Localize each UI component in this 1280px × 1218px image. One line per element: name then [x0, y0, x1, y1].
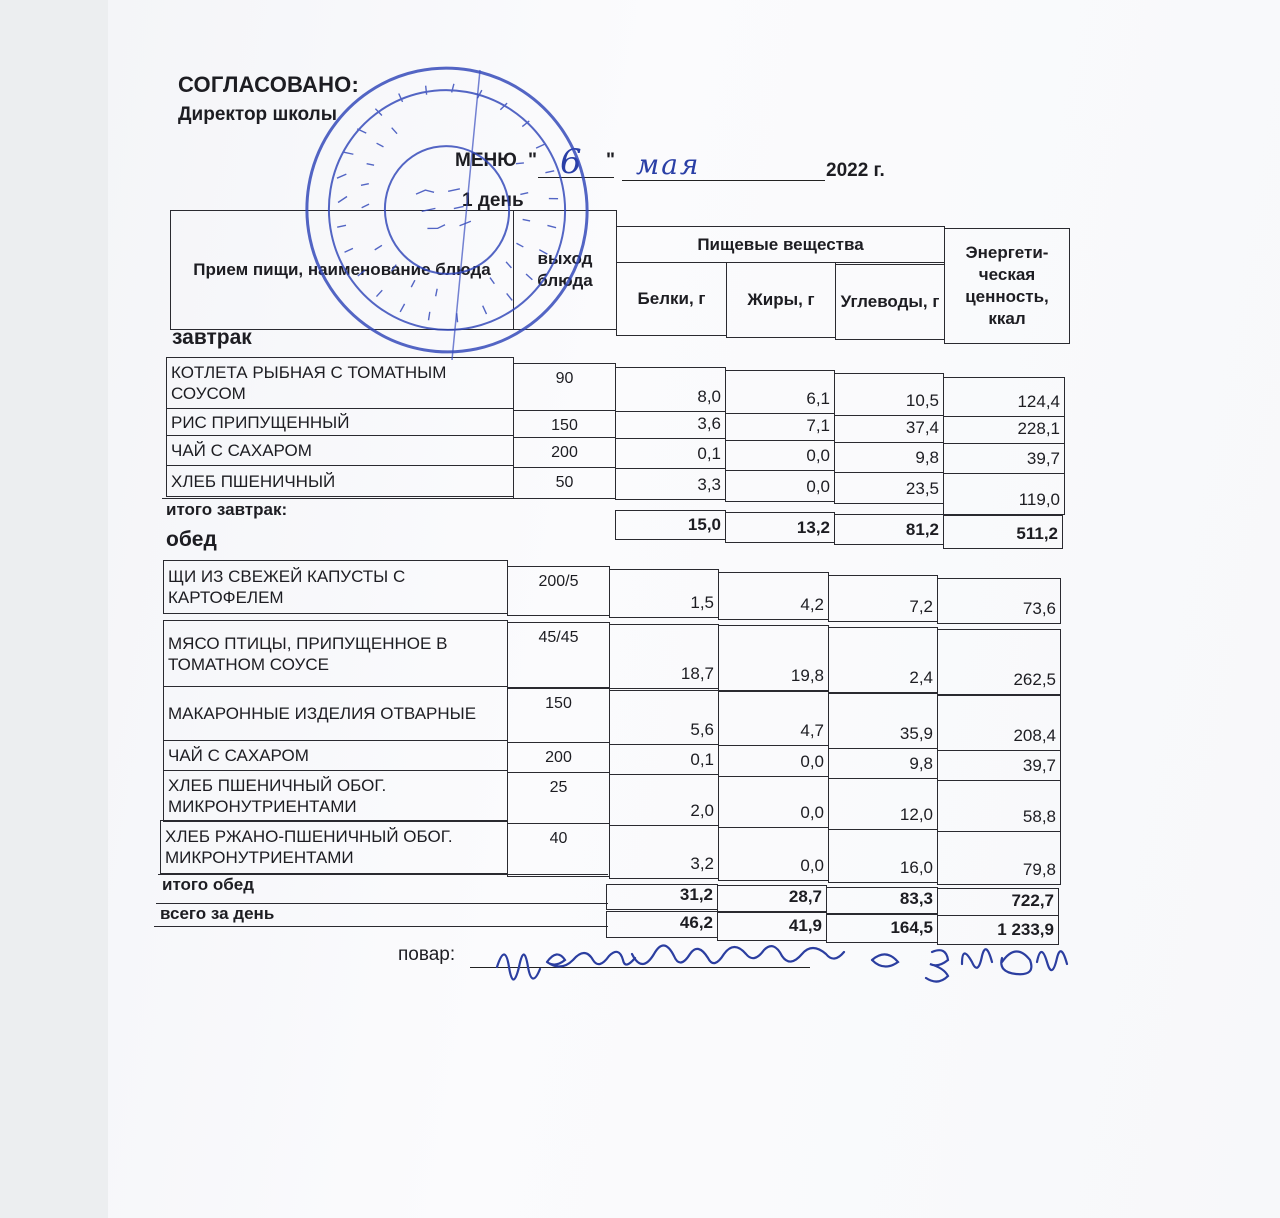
header-fat-label: Жиры, г: [747, 290, 815, 309]
approval-position: Директор школы: [178, 104, 337, 125]
dish-carbs: 7,2: [828, 575, 938, 622]
header-protein-label: Белки, г: [637, 289, 706, 308]
lunch-total-protein: 31,2: [606, 884, 718, 910]
dish-name: ХЛЕБ ПШЕНИЧНЫЙ ОБОГ. МИКРОНУТРИЕНТАМИ: [163, 770, 508, 822]
background-surface: [0, 0, 110, 1218]
approval-title: СОГЛАСОВАНО:: [178, 72, 360, 97]
dish-protein: 3,2: [609, 825, 719, 879]
stamp-graphic: [302, 60, 592, 360]
breakfast-total-fat: 13,2: [725, 512, 835, 543]
dish-fat: 7,1: [725, 413, 835, 441]
date-quote-close: ": [606, 150, 616, 171]
dish-name: МЯСО ПТИЦЫ, ПРИПУЩЕННОЕ В ТОМАТНОМ СОУСЕ: [163, 620, 508, 687]
dish-carbs: 16,0: [828, 829, 938, 883]
cook-signature: [492, 932, 1082, 1002]
section-breakfast: завтрак: [172, 326, 252, 349]
dish-carbs: 9,8: [834, 442, 944, 473]
dish-energy: 124,4: [943, 377, 1065, 417]
dish-protein: 3,6: [615, 411, 726, 439]
date-month-handwritten: мая: [636, 148, 701, 181]
header-carbs: [835, 264, 945, 340]
header-nutrients: [616, 226, 945, 263]
dish-output: 150: [513, 410, 616, 438]
dish-energy: 208,4: [937, 695, 1061, 751]
breakfast-total-label: итого завтрак:: [166, 500, 288, 519]
dish-output: 40: [507, 823, 610, 877]
dish-fat: 0,0: [718, 776, 829, 828]
dish-carbs: 12,0: [828, 778, 938, 830]
dish-name: ЩИ ИЗ СВЕЖЕЙ КАПУСТЫ С КАРТОФЕЛЕМ: [163, 560, 508, 614]
dish-protein: 5,6: [609, 690, 719, 745]
dish-fat: 0,0: [718, 745, 829, 777]
header-energy-label: Энергети-ческая ценность, ккал: [965, 243, 1049, 328]
signature-graphic: [492, 932, 1082, 992]
dish-energy: 79,8: [937, 831, 1061, 885]
day-total-line: [156, 903, 608, 904]
dish-output: 200: [507, 742, 610, 773]
dish-fat: 19,8: [718, 625, 829, 691]
lunch-total-fat: 28,7: [717, 885, 827, 912]
date-year: 2022 г.: [826, 160, 885, 181]
dish-protein: 0,1: [609, 744, 719, 775]
dish-fat: 4,7: [718, 691, 829, 746]
day-total-fat: 41,9: [717, 912, 827, 941]
dish-output: 25: [507, 772, 610, 824]
day-total-carbs: 164,5: [826, 914, 938, 943]
dish-fat: 0,0: [725, 440, 835, 471]
dish-protein: 0,1: [615, 438, 726, 469]
header-nutrients-label: Пищевые вещества: [697, 234, 864, 254]
dish-name: ЧАЙ С САХАРОМ: [163, 740, 508, 771]
header-energy: [944, 228, 1070, 344]
dish-carbs: 9,8: [828, 748, 938, 779]
dish-output: 200/5: [507, 566, 610, 616]
dish-protein: 18,7: [609, 624, 719, 689]
dish-energy: 119,0: [943, 473, 1065, 515]
dish-fat: 0,0: [718, 827, 829, 881]
dish-name: КОТЛЕТА РЫБНАЯ С ТОМАТНЫМ СОУСОМ: [166, 357, 514, 409]
breakfast-total-energy: 511,2: [943, 515, 1063, 549]
official-stamp: [302, 60, 592, 360]
dish-protein: 2,0: [609, 774, 719, 826]
header-meal-label: Прием пищи, наименование блюда: [193, 260, 491, 279]
dish-energy: 73,6: [937, 578, 1061, 624]
header-protein: [616, 262, 727, 336]
dish-protein: 1,5: [609, 569, 719, 618]
cook-label: повар:: [398, 944, 456, 965]
dish-output: 45/45: [507, 622, 610, 688]
lunch-total-energy: 722,7: [937, 888, 1059, 916]
breakfast-total-line: [162, 498, 616, 499]
dish-fat: 4,2: [718, 572, 829, 620]
lunch-total-label: итого обед: [162, 875, 255, 894]
section-lunch: обед: [166, 528, 217, 551]
dish-fat: 6,1: [725, 370, 835, 414]
dish-energy: 262,5: [937, 629, 1061, 695]
date-quote-open: ": [528, 150, 538, 171]
dish-carbs: 2,4: [828, 627, 938, 693]
dish-energy: 39,7: [937, 750, 1061, 781]
header-carbs-label: Углеводы, г: [840, 292, 940, 311]
dish-output: 200: [513, 437, 616, 468]
day-total-bottom-line: [154, 926, 608, 927]
dish-name: ЧАЙ С САХАРОМ: [166, 435, 514, 466]
date-day-handwritten: 6: [560, 142, 582, 182]
header-fat: [726, 262, 836, 338]
dish-name: ХЛЕБ ПШЕНИЧНЫЙ: [166, 465, 514, 497]
dish-carbs: 23,5: [834, 472, 944, 504]
menu-title: МЕНЮ: [455, 150, 517, 171]
dish-protein: 3,3: [615, 468, 726, 500]
dish-carbs: 37,4: [834, 415, 944, 443]
day-total-energy: 1 233,9: [937, 915, 1059, 945]
lunch-total-carbs: 83,3: [826, 887, 938, 914]
dish-protein: 8,0: [615, 367, 726, 412]
dish-output: 90: [513, 363, 616, 411]
dish-carbs: 10,5: [834, 373, 944, 416]
dish-fat: 0,0: [725, 470, 835, 502]
dish-energy: 39,7: [943, 443, 1065, 474]
breakfast-total-carbs: 81,2: [834, 514, 944, 545]
dish-energy: 228,1: [943, 416, 1065, 444]
dish-name: ХЛЕБ РЖАНО-ПШЕНИЧНЫЙ ОБОГ. МИКРОНУТРИЕНТАМИ: [160, 820, 508, 874]
dish-carbs: 35,9: [828, 693, 938, 749]
lunch-total-line: [158, 874, 608, 875]
day-total-protein: 46,2: [606, 911, 718, 938]
dish-output: 50: [513, 467, 616, 499]
dish-name: РИС ПРИПУЩЕННЫЙ: [166, 408, 514, 436]
dish-energy: 58,8: [937, 780, 1061, 832]
date-month-line: [622, 180, 825, 181]
dish-name: МАКАРОННЫЕ ИЗДЕЛИЯ ОТВАРНЫЕ: [163, 686, 508, 741]
breakfast-total-protein: 15,0: [615, 510, 726, 540]
dish-output: 150: [507, 688, 610, 743]
header-output-label: выход блюда: [537, 249, 593, 290]
menu-day: 1 день: [462, 190, 524, 211]
day-total-label: всего за день: [160, 904, 275, 923]
